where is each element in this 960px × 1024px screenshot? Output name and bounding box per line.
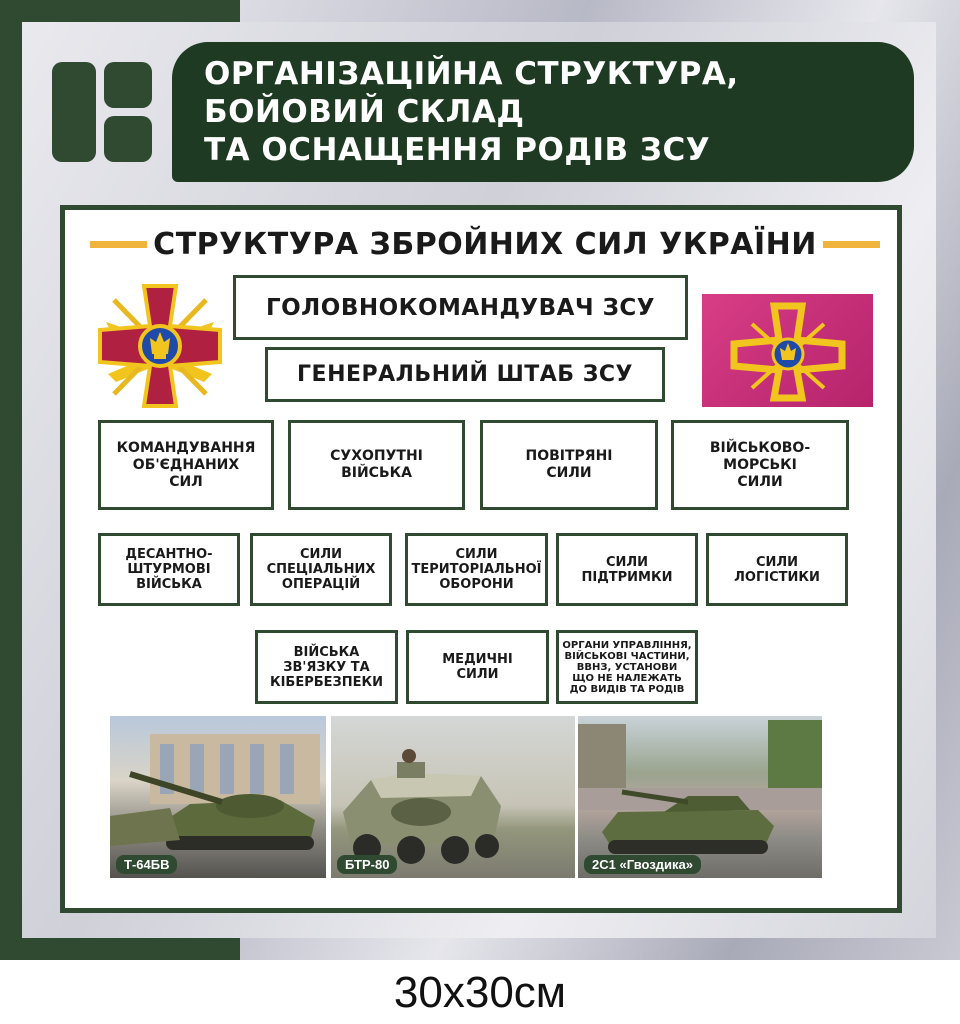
general-staff-box: ГЕНЕРАЛЬНИЙ ШТАБ ЗСУ bbox=[265, 347, 665, 402]
branch-box-air-force: ПОВІТРЯНІ СИЛИ bbox=[480, 420, 658, 510]
logo-block-left bbox=[52, 62, 96, 162]
branch-box-navy: ВІЙСЬКОВО- МОРСЬКІ СИЛИ bbox=[671, 420, 849, 510]
header-bar bbox=[172, 42, 914, 182]
box-other-bodies: ОРГАНИ УПРАВЛІННЯ, ВІЙСЬКОВІ ЧАСТИНИ, ВВНЗ, УСТАНОВИ ЩО НЕ НАЛЕЖАТЬ ДО ВИДІВ ТА РОДІВ bbox=[556, 630, 698, 704]
branch-box-joint-forces: КОМАНДУВАННЯ ОБ'ЄДНАНИХ СИЛ bbox=[98, 420, 274, 510]
photo-btr80 bbox=[331, 716, 575, 878]
logo-block-top-right bbox=[104, 62, 152, 108]
photo-2s1-gvozdika bbox=[578, 716, 822, 878]
armed-forces-emblem-icon bbox=[96, 282, 224, 410]
panel-title: СТРУКТУРА ЗБРОЙНИХ СИЛ УКРАЇНИ bbox=[153, 226, 817, 262]
photo-caption-btr80: БТР-80 bbox=[337, 855, 397, 874]
arm-box-support-forces: СИЛИ ПІДТРИМКИ bbox=[556, 533, 698, 606]
arm-box-special-operations: СИЛИ СПЕЦІАЛЬНИХ ОПЕРАЦІЙ bbox=[250, 533, 392, 606]
branch-box-ground-forces: СУХОПУТНІ ВІЙСЬКА bbox=[288, 420, 465, 510]
photo-caption-t64bv: Т-64БВ bbox=[116, 855, 177, 874]
box-medical-forces: МЕДИЧНІ СИЛИ bbox=[406, 630, 549, 704]
armed-forces-flag bbox=[702, 294, 873, 407]
box-signal-cyber: ВІЙСЬКА ЗВ'ЯЗКУ ТА КІБЕРБЕЗПЕКИ bbox=[255, 630, 398, 704]
stand-size-label: 30x30см bbox=[393, 968, 567, 1017]
arm-box-territorial-defense: СИЛИ ТЕРИТОРІАЛЬНОЇ ОБОРОНИ bbox=[405, 533, 548, 606]
panel-title-row bbox=[90, 224, 880, 264]
howitzer-photo-icon bbox=[578, 716, 822, 878]
flag-emblem-icon bbox=[702, 294, 873, 407]
commander-in-chief-box: ГОЛОВНОКОМАНДУВАЧ ЗСУ bbox=[233, 275, 688, 340]
tank-photo-icon bbox=[110, 716, 326, 878]
header-title: ОРГАНІЗАЦІЙНА СТРУКТУРА, БОЙОВИЙ СКЛАД ТА ОСНАЩЕННЯ РОДІВ ЗСУ bbox=[204, 56, 739, 168]
photo-t64bv bbox=[110, 716, 326, 878]
apc-photo-icon bbox=[331, 716, 575, 878]
arm-box-logistics: СИЛИ ЛОГІСТИКИ bbox=[706, 533, 848, 606]
photo-caption-2s1: 2С1 «Гвоздика» bbox=[584, 855, 701, 874]
logo-block-bottom-right bbox=[104, 116, 152, 162]
arm-box-air-assault: ДЕСАНТНО- ШТУРМОВІ ВІЙСЬКА bbox=[98, 533, 240, 606]
